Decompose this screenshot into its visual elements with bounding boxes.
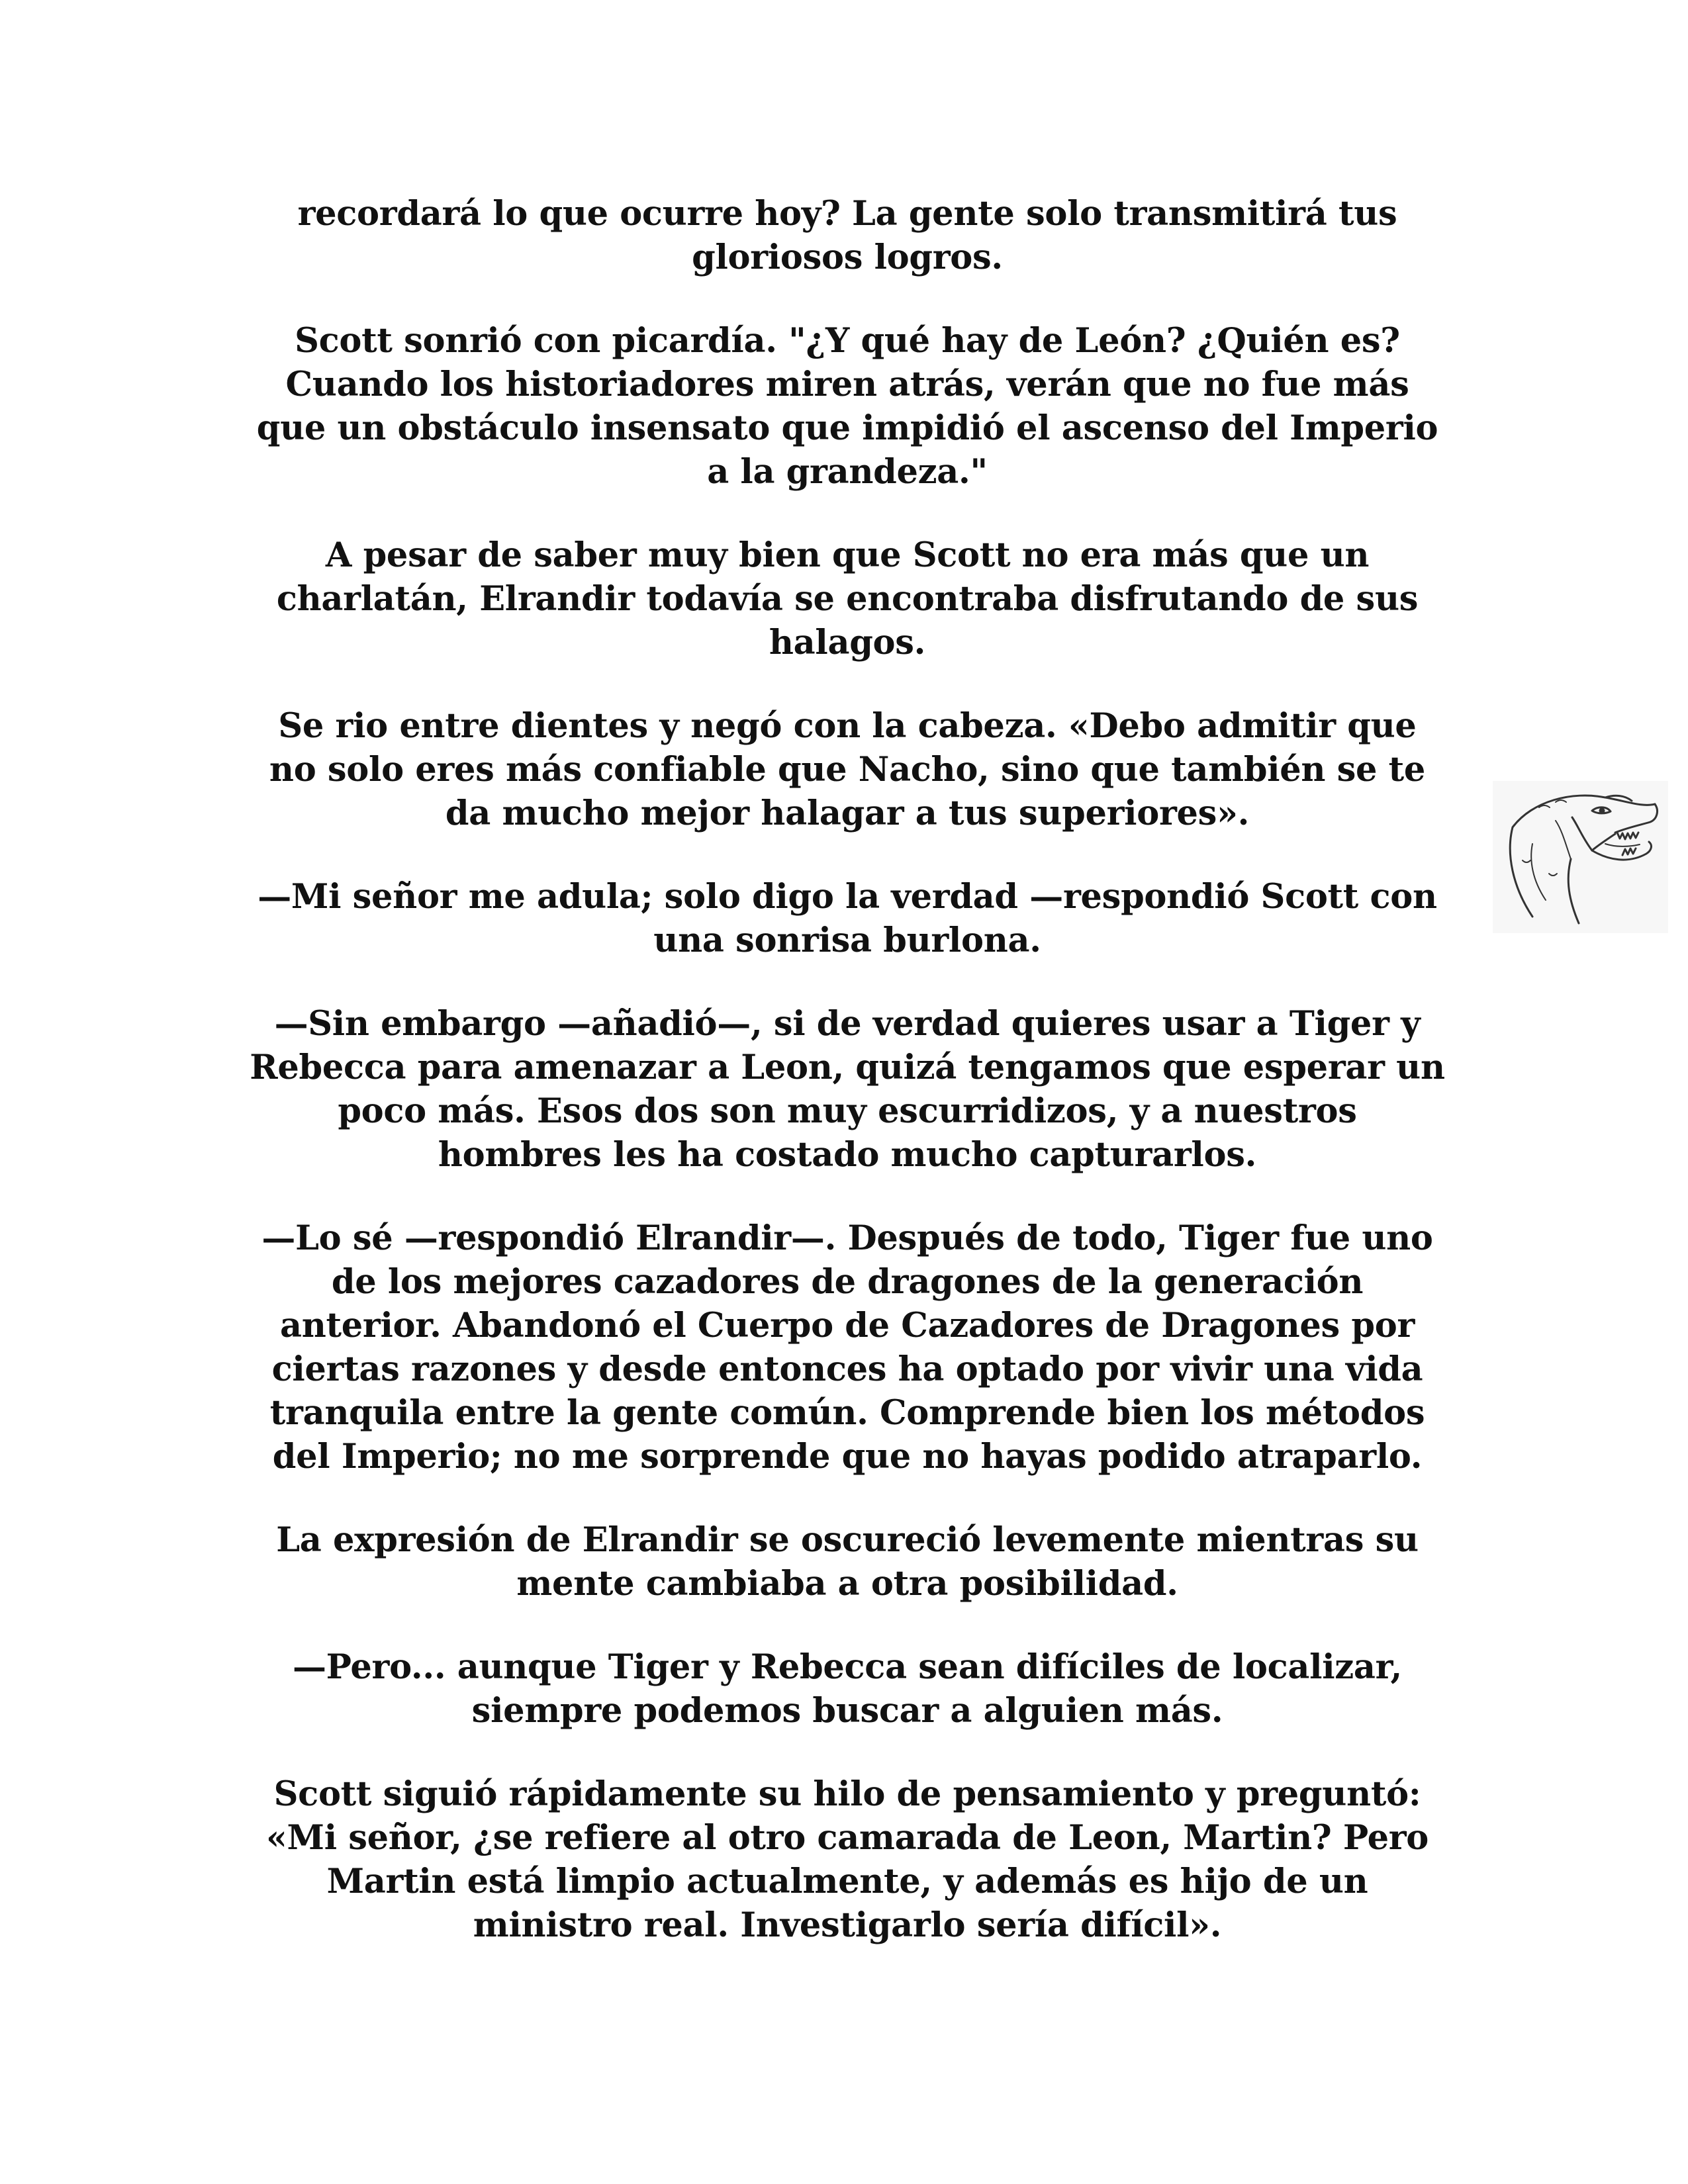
- text-line: tranquila entre la gente común. Comprende bien los métodos: [269, 1393, 1425, 1433]
- text-line: —Sin embargo —añadió—, si de verdad quieres usar a Tiger y: [274, 1004, 1421, 1044]
- text-line: Scott sonrió con picardía. "¿Y qué hay de León? ¿Quién es?: [295, 321, 1400, 361]
- text-line: ciertas razones y desde entonces ha optado por vivir una vida: [271, 1349, 1423, 1389]
- text-line: «Mi señor, ¿se refiere al otro camarada de Leon, Martin? Pero: [265, 1818, 1429, 1858]
- paragraph: [218, 1772, 1476, 1947]
- text-line: halagos.: [769, 623, 926, 662]
- paragraph: [218, 192, 1476, 279]
- text-line: Rebecca para amenazar a Leon, quizá tengamos que esperar un: [250, 1048, 1445, 1087]
- text-line: hombres les ha costado mucho capturarlos.: [438, 1135, 1257, 1175]
- text-line: —Mi señor me adula; solo digo la verdad —respondió Scott con: [258, 877, 1437, 917]
- paragraph: [218, 1518, 1476, 1606]
- paragraph: [218, 1216, 1476, 1479]
- text-line: A pesar de saber muy bien que Scott no era más que un: [325, 535, 1370, 575]
- text-line: del Imperio; no me sorprende que no hayas podido atraparlo.: [272, 1437, 1423, 1477]
- paragraph: [218, 533, 1476, 664]
- text-line: que un obstáculo insensato que impidió el ascenso del Imperio: [256, 408, 1438, 448]
- paragraph: [218, 704, 1476, 835]
- text-line: poco más. Esos dos son muy escurridizos, y a nuestros: [338, 1091, 1357, 1131]
- paragraph: [218, 1645, 1476, 1733]
- text-line: mente cambiaba a otra posibilidad.: [516, 1564, 1178, 1604]
- text-line: anterior. Abandonó el Cuerpo de Cazadores de Dragones por: [279, 1306, 1415, 1345]
- text-line: gloriosos logros.: [692, 238, 1003, 277]
- text-line: charlatán, Elrandir todavía se encontraba disfrutando de sus: [276, 579, 1419, 619]
- text-line: La expresión de Elrandir se oscureció levemente mientras su: [276, 1520, 1419, 1560]
- paragraph: [218, 319, 1476, 494]
- text-line: —Pero... aunque Tiger y Rebecca sean difíciles de localizar,: [292, 1647, 1402, 1687]
- paragraph: [218, 1002, 1476, 1177]
- text-line: Se rio entre dientes y negó con la cabeza. «Debo admitir que: [278, 706, 1417, 746]
- text-line: una sonrisa burlona.: [653, 921, 1041, 960]
- text-line: Martin está limpio actualmente, y además es hijo de un: [326, 1862, 1368, 1901]
- text-line: Scott siguió rápidamente su hilo de pensamiento y preguntó:: [273, 1774, 1421, 1814]
- text-line: ministro real. Investigarlo sería difícil».: [473, 1905, 1222, 1945]
- text-line: —Lo sé —respondió Elrandir—. Después de todo, Tiger fue uno: [261, 1218, 1433, 1258]
- text-line: recordará lo que ocurre hoy? La gente solo transmitirá tus: [297, 194, 1397, 234]
- dinosaur-head-icon: [1493, 781, 1668, 933]
- paragraph: [218, 875, 1476, 962]
- text-line: de los mejores cazadores de dragones de la generación: [331, 1262, 1364, 1302]
- text-line: da mucho mejor halagar a tus superiores».: [445, 794, 1250, 833]
- text-line: siempre podemos buscar a alguien más.: [471, 1691, 1223, 1731]
- text-line: no solo eres más confiable que Nacho, sino que también se te: [269, 750, 1426, 790]
- text-line: a la grandeza.": [707, 452, 988, 492]
- page-text: [218, 192, 1476, 1987]
- text-line: Cuando los historiadores miren atrás, verán que no fue más: [285, 365, 1409, 404]
